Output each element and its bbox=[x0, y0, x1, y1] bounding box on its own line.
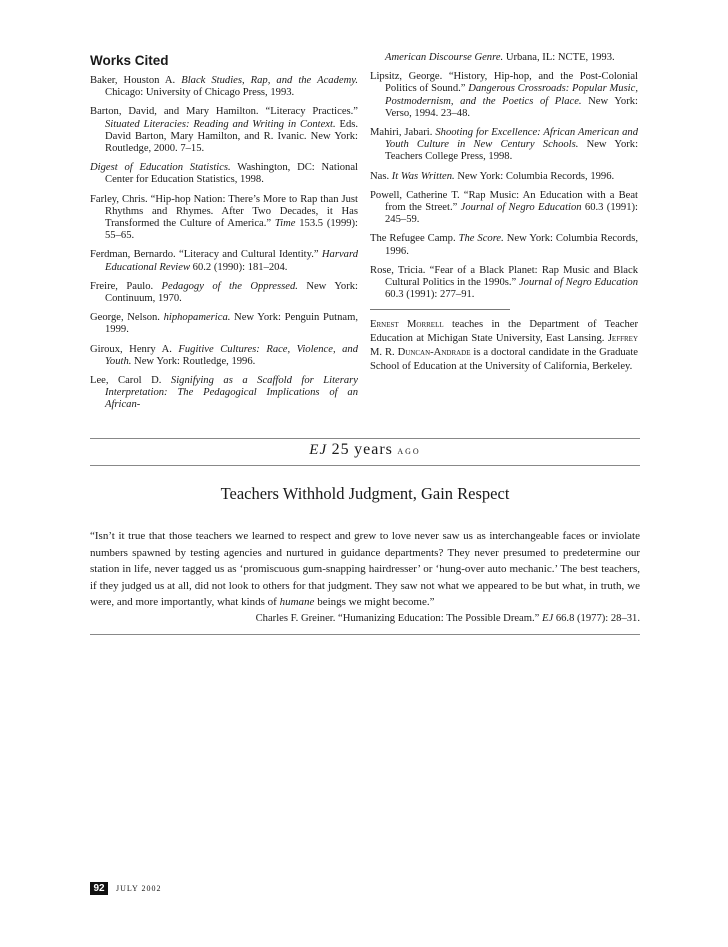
reference-entry: Nas. It Was Written. New York: Columbia Records, 1996. bbox=[370, 170, 615, 182]
reference-entry: Digest of Education Statistics. Washington, DC: National Center for Education Statistics, 1998. bbox=[90, 162, 358, 186]
reference-entry: George, Nelson. hiphopamerica. New York: Penguin Putnam, 1999. bbox=[90, 312, 358, 336]
reference-entry: Baker, Houston A. Black Studies, Rap, and the Academy. Chicago: University of Chicago Press, 1993. bbox=[90, 75, 358, 99]
reference-entry: Lipsitz, George. “History, Hip-hop, and the Post-Colonial Politics of Sound.” Dangerous Crossroads: Popular Music, Postmodernism, and the Poetics of Place. New York: Verso, 1994. 23–48. bbox=[370, 71, 638, 119]
reference-entry: Rose, Tricia. “Fear of a Black Planet: Rap Music and Black Cultural Politics in the 1990s.” Journal of Negro Education 60.3 (1991): 277–91. bbox=[370, 264, 638, 301]
bio-divider bbox=[370, 309, 510, 310]
bottom-rule bbox=[90, 634, 640, 635]
author-name-1: Ernest Morrell bbox=[370, 319, 444, 331]
issue-date: JULY 2002 bbox=[116, 884, 162, 893]
reference-entry: Barton, David, and Mary Hamilton. “Literacy Practices.” Situated Literacies: Reading and Writing in Context. Eds. David Barton, Mary Hamilton, and R. Ivanic. New York: Routledge, 2000. 7–15. bbox=[90, 106, 359, 155]
quote-text: “Isn’t it true that those teachers we learned to respect and grew to love never saw us as interchangeable faces or inviolate numbers spawned by testing agencies and nurtured in guidance departments? They never presumed to predetermine our station in life, never tagged us as ‘promiscuous gum-snapping hairdresser’ or ‘hung-over auto mechanic.’ The best teachers, if they judged us at all, did not look to others for that judgment. They saw not what we appeared to be but what, in truth, we were, and more importantly, what kinds of humane beings we might become.” bbox=[90, 530, 640, 608]
section-banner bbox=[90, 439, 640, 465]
reference-entry-continued: American Discourse Genre. Urbana, IL: NCTE, 1993. bbox=[385, 52, 615, 63]
works-cited-left-column bbox=[90, 52, 358, 419]
reference-entry: Mahiri, Jabari. Shooting for Excellence: African American and Youth Culture in New Century Schools. New York: Teachers College Press, 1998. bbox=[370, 127, 639, 163]
quote-citation: Charles F. Greiner. “Humanizing Education: The Possible Dream.” EJ 66.8 (1977): 28–31. bbox=[255, 612, 640, 624]
reference-entry: Powell, Catherine T. “Rap Music: An Education with a Beat from the Street.” Journal of Negro Education 60.3 (1991): 245–59. bbox=[370, 189, 638, 226]
reference-entry: Lee, Carol D. Signifying as a Scaffold for Literary Interpretation: The Pedagogical Implications of an African- bbox=[90, 375, 358, 411]
banner-years: years bbox=[354, 441, 393, 458]
reference-entry: Giroux, Henry A. Fugitive Cultures: Race, Violence, and Youth. New York: Routledge, 1996. bbox=[90, 343, 358, 367]
section-title: Teachers Withhold Judgment, Gain Respect bbox=[220, 484, 510, 503]
reference-entry: The Refugee Camp. The Score. New York: Columbia Records, 1996. bbox=[370, 233, 638, 257]
banner-number: 25 bbox=[331, 441, 350, 458]
ej-25-years-ago-section bbox=[90, 438, 640, 635]
banner-ej: EJ bbox=[309, 442, 328, 458]
banner-bottom-rule bbox=[90, 465, 640, 466]
author-name-2: Jeffrey M. R. Duncan-Andrade bbox=[370, 333, 638, 359]
works-cited-right-column bbox=[370, 52, 638, 374]
works-cited-heading: Works Cited bbox=[90, 53, 169, 68]
reference-entry: Farley, Chris. “Hip-hop Nation: There’s More to Rap than Just Rhythms and Rhymes. After Two Decades, it Has Transformed the Culture of America.” Time 153.5 (1999): 55–65. bbox=[90, 193, 359, 242]
right-reference-list bbox=[370, 71, 638, 301]
reference-entry: Freire, Paulo. Pedagogy of the Oppressed. New York: Continuum, 1970. bbox=[90, 280, 358, 305]
author-bio: Ernest Morrell teaches in the Department of Teacher Education at Michigan State University, East Lansing. Jeffrey M. R. Duncan-Andrade is a doctoral candidate in the Graduate School of Education at the University of California, Berkeley. bbox=[370, 319, 639, 373]
banner-ago: ago bbox=[397, 443, 421, 457]
page-number: 92 bbox=[90, 882, 108, 895]
page-footer bbox=[90, 882, 161, 895]
left-reference-list bbox=[90, 75, 358, 412]
reference-entry: Ferdman, Bernardo. “Literacy and Cultural Identity.” Harvard Educational Review 60.2 (1990): 181–204. bbox=[90, 249, 358, 273]
